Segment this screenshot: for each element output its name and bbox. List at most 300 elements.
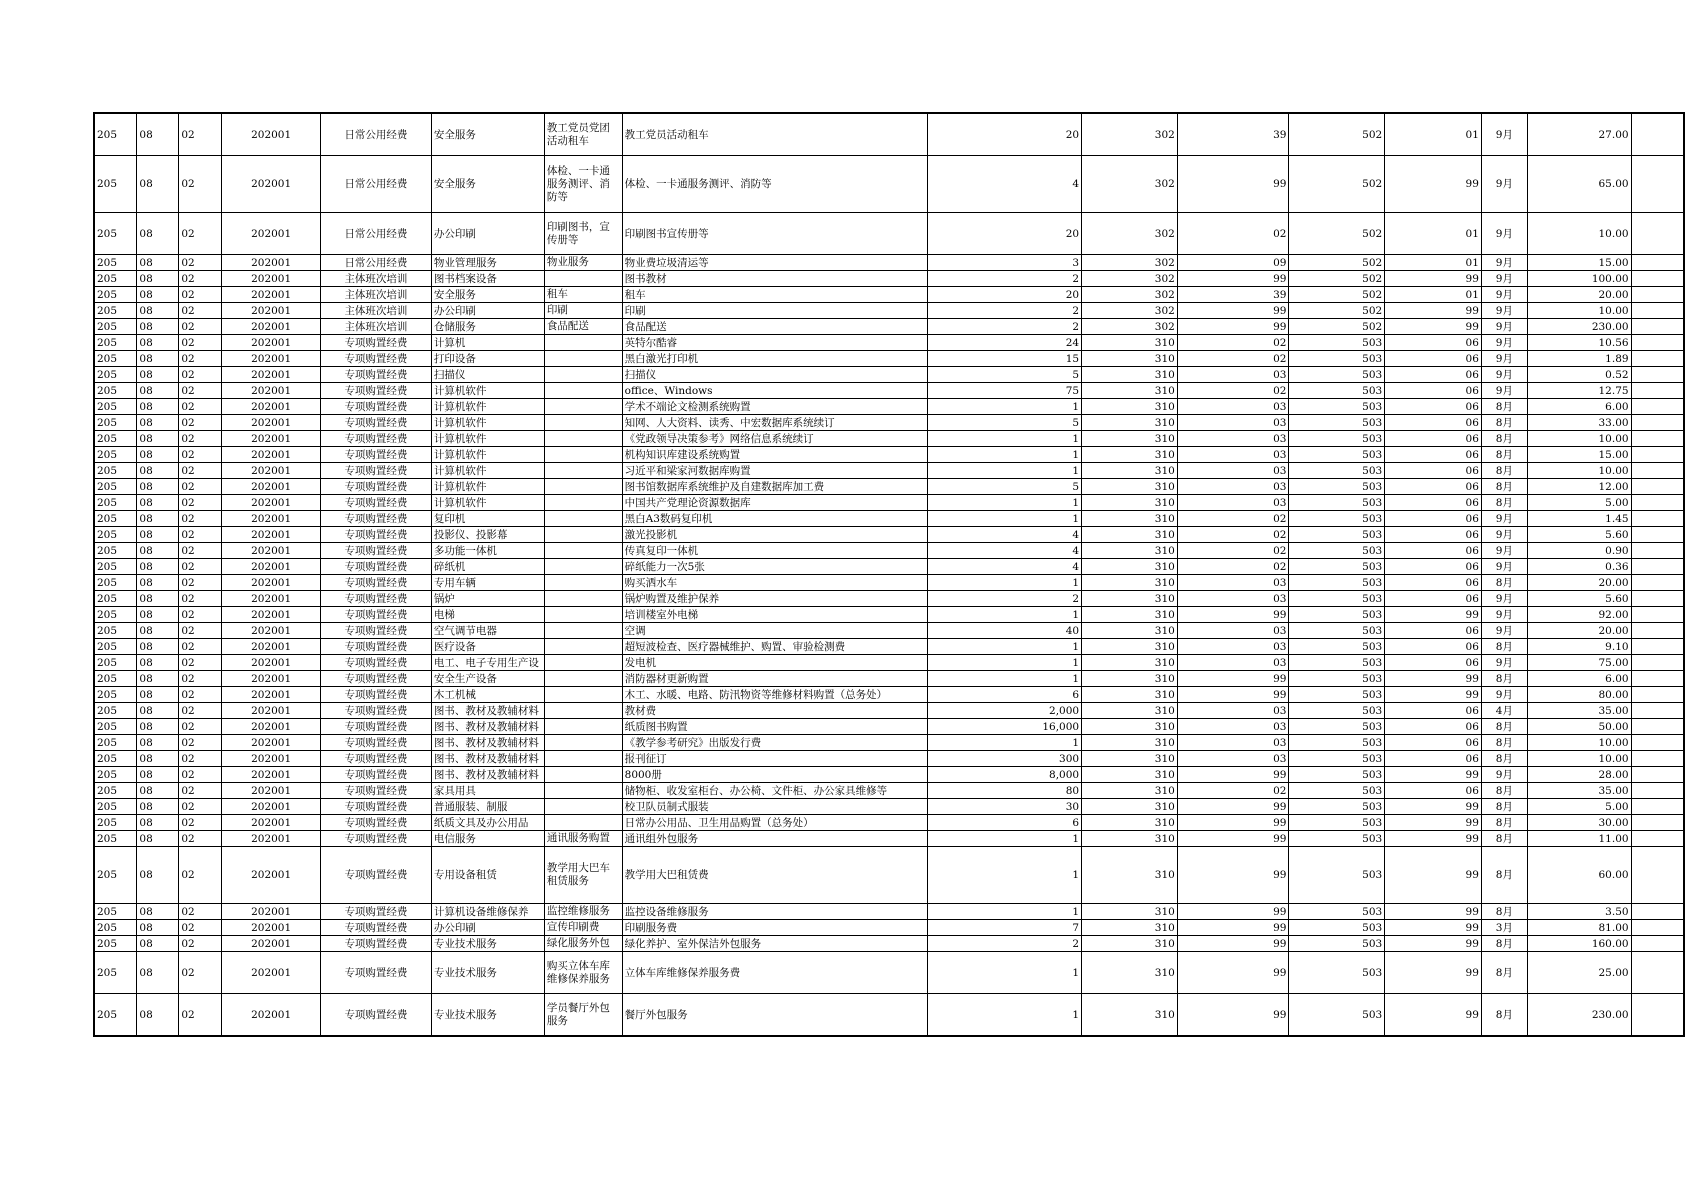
table-cell-col10: 310	[1082, 751, 1178, 767]
table-cell-col16	[1631, 399, 1684, 415]
table-cell-col3: 02	[179, 383, 222, 399]
table-cell-col13: 01	[1385, 287, 1482, 303]
table-cell-col2: 08	[137, 431, 179, 447]
table-cell-col11: 02	[1177, 559, 1289, 575]
table-cell-col8: 印刷图书宣传册等	[622, 213, 927, 255]
table-cell-col10: 310	[1082, 655, 1178, 671]
table-cell-col15: 15.00	[1527, 255, 1631, 271]
table-row	[94, 831, 1684, 847]
table-cell-col1: 205	[94, 623, 137, 639]
table-cell-col9: 2	[927, 303, 1082, 319]
table-row	[94, 703, 1684, 719]
table-cell-col11: 99	[1177, 303, 1289, 319]
table-row	[94, 639, 1684, 655]
table-cell-col3: 02	[179, 511, 222, 527]
table-cell-col9: 16,000	[927, 719, 1082, 735]
table-cell-col8: 机构知识库建设系统购置	[622, 447, 927, 463]
table-cell-col7	[544, 655, 622, 671]
table-cell-col1: 205	[94, 936, 137, 952]
table-cell-col12: 503	[1289, 799, 1385, 815]
table-cell-col5: 专项购置经费	[321, 751, 432, 767]
table-cell-col6: 多功能一体机	[431, 543, 544, 559]
table-cell-col6: 空气调节电器	[431, 623, 544, 639]
table-cell-col3: 02	[179, 463, 222, 479]
table-cell-col16	[1631, 719, 1684, 735]
table-cell-col12: 502	[1289, 271, 1385, 287]
table-cell-col7	[544, 607, 622, 623]
table-cell-col16	[1631, 367, 1684, 383]
table-cell-col6: 图书、教材及教辅材料	[431, 751, 544, 767]
table-cell-col2: 08	[137, 799, 179, 815]
table-cell-col6: 电信服务	[431, 831, 544, 847]
table-cell-col15: 9.10	[1527, 639, 1631, 655]
table-row	[94, 751, 1684, 767]
table-cell-col10: 310	[1082, 415, 1178, 431]
table-cell-col6: 图书、教材及教辅材料	[431, 719, 544, 735]
table-cell-col14: 9月	[1481, 383, 1527, 399]
table-cell-col11: 99	[1177, 847, 1289, 904]
table-cell-col9: 1	[927, 847, 1082, 904]
table-cell-col15: 33.00	[1527, 415, 1631, 431]
table-cell-col7	[544, 463, 622, 479]
table-cell-col7: 租车	[544, 287, 622, 303]
table-cell-col7	[544, 703, 622, 719]
table-cell-col3: 02	[179, 399, 222, 415]
table-cell-col15: 10.00	[1527, 735, 1631, 751]
table-row	[94, 335, 1684, 351]
table-cell-col5: 专项购置经费	[321, 847, 432, 904]
table-cell-col7	[544, 367, 622, 383]
table-cell-col9: 2	[927, 936, 1082, 952]
table-row	[94, 655, 1684, 671]
table-cell-col15: 12.75	[1527, 383, 1631, 399]
table-cell-col7	[544, 735, 622, 751]
table-cell-col7: 绿化服务外包	[544, 936, 622, 952]
table-cell-col3: 02	[179, 719, 222, 735]
table-cell-col1: 205	[94, 719, 137, 735]
table-cell-col3: 02	[179, 607, 222, 623]
table-cell-col14: 8月	[1481, 447, 1527, 463]
table-cell-col14: 8月	[1481, 783, 1527, 799]
table-cell-col14: 8月	[1481, 575, 1527, 591]
table-cell-col4: 202001	[222, 213, 321, 255]
table-row	[94, 904, 1684, 920]
table-cell-col13: 99	[1385, 767, 1482, 783]
table-cell-col11: 03	[1177, 639, 1289, 655]
table-cell-col3: 02	[179, 113, 222, 156]
table-cell-col3: 02	[179, 623, 222, 639]
table-cell-col10: 310	[1082, 735, 1178, 751]
table-cell-col9: 7	[927, 920, 1082, 936]
table-cell-col8: 黑白激光打印机	[622, 351, 927, 367]
table-cell-col13: 06	[1385, 527, 1482, 543]
table-cell-col3: 02	[179, 936, 222, 952]
table-cell-col15: 5.00	[1527, 799, 1631, 815]
table-cell-col2: 08	[137, 287, 179, 303]
table-cell-col14: 9月	[1481, 335, 1527, 351]
table-cell-col8: 锅炉购置及维护保养	[622, 591, 927, 607]
table-cell-col15: 81.00	[1527, 920, 1631, 936]
table-cell-col13: 06	[1385, 479, 1482, 495]
table-cell-col5: 专项购置经费	[321, 655, 432, 671]
table-cell-col8: 英特尔酷睿	[622, 335, 927, 351]
table-row	[94, 255, 1684, 271]
table-cell-col2: 08	[137, 213, 179, 255]
table-cell-col6: 计算机软件	[431, 447, 544, 463]
table-cell-col4: 202001	[222, 623, 321, 639]
table-cell-col1: 205	[94, 639, 137, 655]
table-cell-col13: 99	[1385, 831, 1482, 847]
table-cell-col1: 205	[94, 575, 137, 591]
table-cell-col11: 02	[1177, 213, 1289, 255]
table-cell-col16	[1631, 447, 1684, 463]
table-cell-col4: 202001	[222, 703, 321, 719]
table-cell-col10: 310	[1082, 994, 1178, 1037]
table-cell-col14: 9月	[1481, 623, 1527, 639]
table-cell-col12: 503	[1289, 655, 1385, 671]
table-cell-col11: 02	[1177, 543, 1289, 559]
table-cell-col8: 租车	[622, 287, 927, 303]
table-cell-col8: 绿化养护、室外保洁外包服务	[622, 936, 927, 952]
table-cell-col6: 打印设备	[431, 351, 544, 367]
table-cell-col15: 100.00	[1527, 271, 1631, 287]
table-cell-col14: 9月	[1481, 319, 1527, 335]
table-cell-col7	[544, 799, 622, 815]
table-cell-col9: 1	[927, 655, 1082, 671]
table-cell-col3: 02	[179, 543, 222, 559]
table-cell-col8: 教学用大巴租赁费	[622, 847, 927, 904]
table-cell-col16	[1631, 287, 1684, 303]
table-cell-col13: 06	[1385, 447, 1482, 463]
table-cell-col8: 购买洒水车	[622, 575, 927, 591]
table-cell-col14: 9月	[1481, 655, 1527, 671]
table-cell-col16	[1631, 703, 1684, 719]
table-cell-col16	[1631, 495, 1684, 511]
table-cell-col6: 专业技术服务	[431, 952, 544, 994]
table-cell-col3: 02	[179, 575, 222, 591]
table-cell-col13: 06	[1385, 495, 1482, 511]
table-cell-col4: 202001	[222, 904, 321, 920]
table-cell-col4: 202001	[222, 559, 321, 575]
table-cell-col8: 立体车库维修保养服务费	[622, 952, 927, 994]
table-cell-col14: 8月	[1481, 719, 1527, 735]
table-cell-col1: 205	[94, 767, 137, 783]
table-cell-col6: 普通服装、制服	[431, 799, 544, 815]
table-cell-col6: 专业技术服务	[431, 936, 544, 952]
table-cell-col11: 99	[1177, 936, 1289, 952]
table-cell-col6: 医疗设备	[431, 639, 544, 655]
table-cell-col14: 8月	[1481, 495, 1527, 511]
table-cell-col8: 传真复印一体机	[622, 543, 927, 559]
table-cell-col9: 20	[927, 287, 1082, 303]
table-row	[94, 415, 1684, 431]
table-cell-col11: 99	[1177, 952, 1289, 994]
table-cell-col15: 12.00	[1527, 479, 1631, 495]
table-cell-col5: 日常公用经费	[321, 213, 432, 255]
table-cell-col6: 家具用具	[431, 783, 544, 799]
table-cell-col9: 4	[927, 156, 1082, 213]
table-cell-col16	[1631, 920, 1684, 936]
table-cell-col16	[1631, 559, 1684, 575]
table-cell-col6: 计算机软件	[431, 463, 544, 479]
table-cell-col3: 02	[179, 559, 222, 575]
table-cell-col9: 1	[927, 607, 1082, 623]
table-cell-col15: 5.60	[1527, 527, 1631, 543]
table-cell-col7: 宣传印刷费	[544, 920, 622, 936]
table-cell-col13: 06	[1385, 783, 1482, 799]
table-cell-col10: 310	[1082, 479, 1178, 495]
table-cell-col16	[1631, 783, 1684, 799]
table-cell-col10: 310	[1082, 367, 1178, 383]
table-cell-col15: 60.00	[1527, 847, 1631, 904]
table-cell-col6: 安全生产设备	[431, 671, 544, 687]
table-cell-col15: 3.50	[1527, 904, 1631, 920]
table-cell-col8: office、Windows	[622, 383, 927, 399]
table-cell-col1: 205	[94, 351, 137, 367]
table-cell-col3: 02	[179, 952, 222, 994]
table-cell-col5: 专项购置经费	[321, 351, 432, 367]
table-cell-col12: 503	[1289, 815, 1385, 831]
table-cell-col3: 02	[179, 303, 222, 319]
table-cell-col8: 习近平和梁家河数据库购置	[622, 463, 927, 479]
table-cell-col9: 1	[927, 431, 1082, 447]
table-row	[94, 719, 1684, 735]
table-cell-col11: 03	[1177, 447, 1289, 463]
table-cell-col13: 06	[1385, 415, 1482, 431]
table-cell-col11: 02	[1177, 335, 1289, 351]
table-cell-col15: 230.00	[1527, 994, 1631, 1037]
table-cell-col9: 40	[927, 623, 1082, 639]
table-cell-col13: 06	[1385, 751, 1482, 767]
table-cell-col6: 图书、教材及教辅材料	[431, 735, 544, 751]
table-cell-col15: 65.00	[1527, 156, 1631, 213]
table-cell-col16	[1631, 952, 1684, 994]
table-cell-col7	[544, 271, 622, 287]
table-cell-col16	[1631, 639, 1684, 655]
table-cell-col9: 20	[927, 113, 1082, 156]
table-cell-col16	[1631, 994, 1684, 1037]
table-cell-col14: 9月	[1481, 255, 1527, 271]
table-cell-col13: 99	[1385, 936, 1482, 952]
table-cell-col4: 202001	[222, 639, 321, 655]
table-cell-col2: 08	[137, 479, 179, 495]
table-cell-col9: 1	[927, 447, 1082, 463]
table-cell-col6: 木工机械	[431, 687, 544, 703]
table-cell-col14: 9月	[1481, 559, 1527, 575]
table-cell-col7	[544, 751, 622, 767]
table-cell-col12: 503	[1289, 703, 1385, 719]
table-cell-col13: 99	[1385, 607, 1482, 623]
table-cell-col8: 知网、人大资料、读秀、中宏数据库系统续订	[622, 415, 927, 431]
table-cell-col10: 302	[1082, 271, 1178, 287]
table-cell-col9: 3	[927, 255, 1082, 271]
table-cell-col14: 8月	[1481, 952, 1527, 994]
table-cell-col13: 06	[1385, 351, 1482, 367]
table-cell-col2: 08	[137, 543, 179, 559]
table-cell-col4: 202001	[222, 920, 321, 936]
table-cell-col7	[544, 671, 622, 687]
table-cell-col7	[544, 575, 622, 591]
table-cell-col3: 02	[179, 767, 222, 783]
table-cell-col15: 27.00	[1527, 113, 1631, 156]
table-cell-col7	[544, 687, 622, 703]
table-cell-col3: 02	[179, 703, 222, 719]
table-cell-col11: 39	[1177, 287, 1289, 303]
table-cell-col9: 4	[927, 527, 1082, 543]
table-cell-col12: 503	[1289, 399, 1385, 415]
table-cell-col3: 02	[179, 920, 222, 936]
table-cell-col8: 储物柜、收发室柜台、办公椅、文件柜、办公家具维修等	[622, 783, 927, 799]
table-cell-col4: 202001	[222, 287, 321, 303]
table-cell-col7: 学员餐厅外包服务	[544, 994, 622, 1037]
table-cell-col16	[1631, 575, 1684, 591]
table-cell-col9: 80	[927, 783, 1082, 799]
table-cell-col1: 205	[94, 463, 137, 479]
table-cell-col5: 专项购置经费	[321, 994, 432, 1037]
table-cell-col2: 08	[137, 415, 179, 431]
table-cell-col16	[1631, 479, 1684, 495]
table-row	[94, 735, 1684, 751]
table-cell-col4: 202001	[222, 511, 321, 527]
table-cell-col1: 205	[94, 213, 137, 255]
table-cell-col12: 503	[1289, 431, 1385, 447]
table-cell-col5: 专项购置经费	[321, 559, 432, 575]
table-row	[94, 952, 1684, 994]
table-cell-col13: 06	[1385, 463, 1482, 479]
table-cell-col14: 9月	[1481, 156, 1527, 213]
table-cell-col4: 202001	[222, 303, 321, 319]
table-cell-col16	[1631, 607, 1684, 623]
table-cell-col4: 202001	[222, 527, 321, 543]
table-cell-col1: 205	[94, 815, 137, 831]
table-cell-col7	[544, 399, 622, 415]
table-cell-col10: 310	[1082, 351, 1178, 367]
table-cell-col4: 202001	[222, 815, 321, 831]
table-cell-col11: 02	[1177, 383, 1289, 399]
table-cell-col3: 02	[179, 447, 222, 463]
table-cell-col3: 02	[179, 994, 222, 1037]
table-cell-col2: 08	[137, 994, 179, 1037]
table-cell-col4: 202001	[222, 447, 321, 463]
table-cell-col13: 99	[1385, 671, 1482, 687]
table-cell-col15: 50.00	[1527, 719, 1631, 735]
table-cell-col12: 503	[1289, 415, 1385, 431]
table-cell-col9: 1	[927, 463, 1082, 479]
table-cell-col2: 08	[137, 255, 179, 271]
table-cell-col16	[1631, 511, 1684, 527]
table-cell-col13: 99	[1385, 847, 1482, 904]
table-cell-col12: 503	[1289, 351, 1385, 367]
table-cell-col12: 503	[1289, 607, 1385, 623]
table-cell-col4: 202001	[222, 495, 321, 511]
budget-table	[93, 112, 1685, 1037]
table-row	[94, 591, 1684, 607]
table-cell-col16	[1631, 687, 1684, 703]
table-cell-col10: 310	[1082, 719, 1178, 735]
table-cell-col5: 专项购置经费	[321, 463, 432, 479]
table-cell-col1: 205	[94, 319, 137, 335]
table-cell-col2: 08	[137, 463, 179, 479]
table-cell-col12: 503	[1289, 719, 1385, 735]
table-cell-col15: 10.00	[1527, 303, 1631, 319]
table-cell-col8: 监控设备维修服务	[622, 904, 927, 920]
table-cell-col3: 02	[179, 319, 222, 335]
table-cell-col12: 502	[1289, 113, 1385, 156]
table-body	[94, 113, 1684, 1036]
table-cell-col9: 1	[927, 495, 1082, 511]
table-cell-col7	[544, 495, 622, 511]
table-cell-col15: 230.00	[1527, 319, 1631, 335]
table-cell-col9: 1	[927, 735, 1082, 751]
table-cell-col11: 03	[1177, 655, 1289, 671]
table-cell-col7	[544, 335, 622, 351]
table-cell-col12: 503	[1289, 671, 1385, 687]
table-cell-col8: 消防器材更新购置	[622, 671, 927, 687]
table-cell-col14: 8月	[1481, 831, 1527, 847]
table-cell-col2: 08	[137, 335, 179, 351]
table-cell-col14: 8月	[1481, 799, 1527, 815]
table-cell-col2: 08	[137, 367, 179, 383]
table-cell-col10: 302	[1082, 213, 1178, 255]
table-cell-col7	[544, 623, 622, 639]
table-cell-col2: 08	[137, 156, 179, 213]
table-cell-col14: 8月	[1481, 671, 1527, 687]
table-cell-col3: 02	[179, 735, 222, 751]
table-cell-col3: 02	[179, 431, 222, 447]
table-cell-col11: 02	[1177, 783, 1289, 799]
table-cell-col5: 专项购置经费	[321, 575, 432, 591]
table-cell-col10: 310	[1082, 495, 1178, 511]
table-cell-col14: 8月	[1481, 751, 1527, 767]
table-cell-col2: 08	[137, 952, 179, 994]
table-cell-col8: 超短波检查、医疗器械维护、购置、审验检测费	[622, 639, 927, 655]
table-cell-col9: 24	[927, 335, 1082, 351]
table-cell-col14: 8月	[1481, 735, 1527, 751]
table-cell-col1: 205	[94, 671, 137, 687]
table-cell-col1: 205	[94, 287, 137, 303]
table-cell-col3: 02	[179, 639, 222, 655]
table-cell-col8: 木工、水暖、电路、防汛物资等维修材料购置（总务处）	[622, 687, 927, 703]
table-cell-col11: 39	[1177, 113, 1289, 156]
table-cell-col13: 06	[1385, 623, 1482, 639]
table-cell-col9: 2	[927, 591, 1082, 607]
table-cell-col4: 202001	[222, 735, 321, 751]
table-cell-col7	[544, 783, 622, 799]
table-cell-col14: 9月	[1481, 287, 1527, 303]
table-cell-col13: 99	[1385, 303, 1482, 319]
table-cell-col11: 02	[1177, 527, 1289, 543]
table-cell-col8: 空调	[622, 623, 927, 639]
table-row	[94, 543, 1684, 559]
table-cell-col1: 205	[94, 751, 137, 767]
table-cell-col15: 80.00	[1527, 687, 1631, 703]
table-cell-col8: 黑白A3数码复印机	[622, 511, 927, 527]
table-cell-col11: 99	[1177, 920, 1289, 936]
table-cell-col8: 学术不端论文检测系统购置	[622, 399, 927, 415]
table-cell-col10: 302	[1082, 303, 1178, 319]
table-cell-col6: 锅炉	[431, 591, 544, 607]
table-cell-col11: 03	[1177, 463, 1289, 479]
table-cell-col13: 99	[1385, 687, 1482, 703]
table-row	[94, 671, 1684, 687]
table-cell-col3: 02	[179, 271, 222, 287]
table-row	[94, 271, 1684, 287]
table-cell-col10: 310	[1082, 591, 1178, 607]
table-cell-col13: 99	[1385, 156, 1482, 213]
table-cell-col12: 502	[1289, 213, 1385, 255]
table-cell-col1: 205	[94, 783, 137, 799]
table-cell-col6: 电工、电子专用生产设	[431, 655, 544, 671]
